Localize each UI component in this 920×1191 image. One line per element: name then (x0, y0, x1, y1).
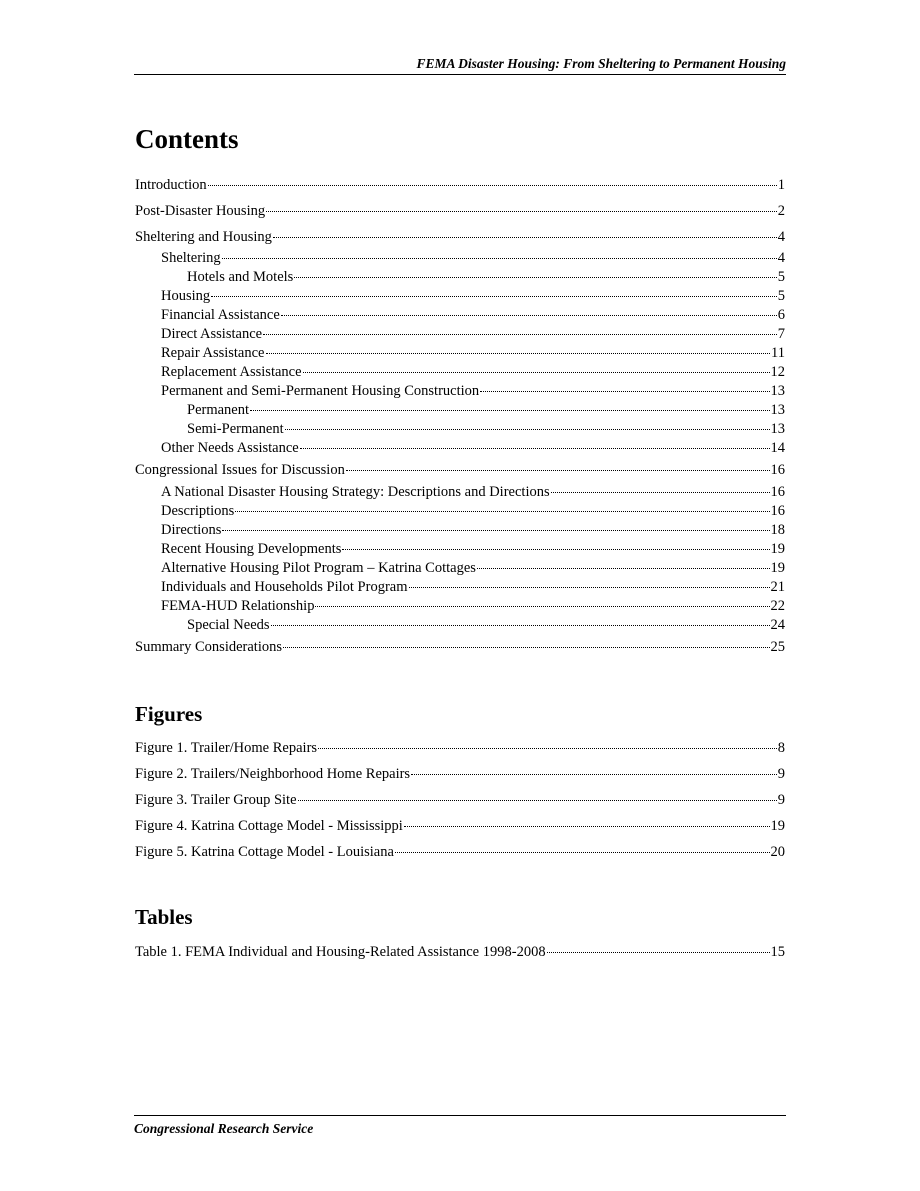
leader-dots (342, 549, 769, 550)
figure-entry[interactable] (135, 765, 785, 784)
toc-page: 13 (770, 383, 785, 399)
leader-dots (300, 448, 770, 449)
toc-entry-national-disaster-housing-strategy[interactable] (135, 483, 785, 502)
toc-title: Introduction (135, 177, 207, 193)
contents-heading: Contents (135, 124, 239, 154)
leader-dots (411, 774, 777, 775)
toc-title: Permanent (187, 402, 250, 418)
table-entry[interactable] (135, 943, 785, 962)
toc-title: Sheltering and Housing (135, 229, 272, 245)
toc-title: Figure 4. Katrina Cottage Model - Mississippi (135, 818, 403, 834)
toc-page: 15 (770, 944, 785, 960)
leader-dots (346, 470, 770, 471)
toc-entry-sheltering-and-housing[interactable] (135, 228, 785, 247)
toc-title: Permanent and Semi-Permanent Housing Construction (161, 383, 480, 399)
toc-entry-hotels-and-motels[interactable] (135, 268, 785, 287)
toc-page: 6 (777, 307, 785, 323)
toc-page: 5 (777, 288, 785, 304)
toc-entry-directions[interactable] (135, 521, 785, 540)
figure-entry[interactable] (135, 817, 785, 836)
leader-dots (208, 185, 777, 186)
toc-title: Figure 3. Trailer Group Site (135, 792, 297, 808)
leader-dots (250, 410, 769, 411)
toc-title: A National Disaster Housing Strategy: Descriptions and Directions (161, 484, 550, 500)
figure-entry[interactable] (135, 843, 785, 862)
leader-dots (222, 530, 769, 531)
toc-title: Post-Disaster Housing (135, 203, 266, 219)
leader-dots (273, 237, 777, 238)
toc-page: 12 (770, 364, 785, 380)
leader-dots (551, 492, 770, 493)
toc-entry-individuals-households-pilot[interactable] (135, 578, 785, 597)
toc-entry-descriptions[interactable] (135, 502, 785, 521)
toc-page: 19 (770, 541, 785, 557)
toc-title: Summary Considerations (135, 639, 283, 655)
toc-entry-other-needs-assistance[interactable] (135, 439, 785, 458)
toc-page: 13 (770, 402, 785, 418)
toc-title: FEMA-HUD Relationship (161, 598, 315, 614)
toc-entry-congressional-issues[interactable] (135, 461, 785, 480)
toc-title: Semi-Permanent (187, 421, 284, 437)
leader-dots (281, 315, 777, 316)
toc-entry-direct-assistance[interactable] (135, 325, 785, 344)
toc-entry-recent-housing-developments[interactable] (135, 540, 785, 559)
leader-dots (285, 429, 770, 430)
leader-dots (266, 353, 771, 354)
leader-dots (298, 800, 777, 801)
leader-dots (271, 625, 770, 626)
leader-dots (547, 952, 770, 953)
tables-heading: Tables (135, 905, 193, 929)
toc-page: 19 (770, 818, 785, 834)
toc-page: 14 (770, 440, 785, 456)
toc-title: Alternative Housing Pilot Program – Katrina Cottages (161, 560, 476, 576)
toc-page: 7 (777, 326, 785, 342)
toc-entry-housing[interactable] (135, 287, 785, 306)
toc-title: Recent Housing Developments (161, 541, 342, 557)
toc-title: Congressional Issues for Discussion (135, 462, 345, 478)
toc-title: Figure 1. Trailer/Home Repairs (135, 740, 318, 756)
toc-entry-sheltering[interactable] (135, 249, 785, 268)
leader-dots (395, 852, 770, 853)
leader-dots (235, 511, 769, 512)
toc-page: 8 (777, 740, 785, 756)
leader-dots (303, 372, 770, 373)
toc-title: Table 1. FEMA Individual and Housing-Related Assistance 1998-2008 (135, 944, 546, 960)
toc-entry-semi-permanent[interactable] (135, 420, 785, 439)
toc-entry-summary-considerations[interactable] (135, 638, 785, 657)
toc-entry-special-needs[interactable] (135, 616, 785, 635)
toc-page: 22 (770, 598, 785, 614)
toc-title: Descriptions (161, 503, 235, 519)
toc-page: 5 (777, 269, 785, 285)
leader-dots (294, 277, 776, 278)
toc-title: Figure 5. Katrina Cottage Model - Louisiana (135, 844, 394, 860)
toc-page: 18 (770, 522, 785, 538)
toc-page: 4 (777, 250, 785, 266)
leader-dots (318, 748, 777, 749)
toc-page: 16 (770, 484, 785, 500)
toc-page: 16 (770, 462, 785, 478)
toc-entry-replacement-assistance[interactable] (135, 363, 785, 382)
leader-dots (480, 391, 769, 392)
toc-title: Individuals and Households Pilot Program (161, 579, 408, 595)
toc-page: 19 (770, 560, 785, 576)
toc-page: 2 (777, 203, 785, 219)
page-footer: Congressional Research Service (134, 1115, 786, 1137)
toc-entry-permanent[interactable] (135, 401, 785, 420)
toc-page: 21 (770, 579, 785, 595)
toc-page: 13 (770, 421, 785, 437)
contents-list (135, 176, 785, 657)
toc-title: Housing (161, 288, 211, 304)
toc-entry-financial-assistance[interactable] (135, 306, 785, 325)
leader-dots (404, 826, 770, 827)
toc-title: Special Needs (187, 617, 270, 633)
toc-entry-fema-hud-relationship[interactable] (135, 597, 785, 616)
leader-dots (477, 568, 770, 569)
toc-title: Financial Assistance (161, 307, 280, 323)
toc-page: 4 (777, 229, 785, 245)
toc-entry-repair-assistance[interactable] (135, 344, 785, 363)
leader-dots (263, 334, 777, 335)
toc-title: Directions (161, 522, 222, 538)
figures-list (135, 739, 785, 862)
tables-list (135, 943, 785, 962)
toc-page: 20 (770, 844, 785, 860)
leader-dots (283, 647, 769, 648)
toc-title: Direct Assistance (161, 326, 263, 342)
page-header: FEMA Disaster Housing: From Sheltering to Permanent Housing (134, 56, 786, 75)
toc-page: 25 (770, 639, 785, 655)
toc-page: 16 (770, 503, 785, 519)
toc-page: 24 (770, 617, 785, 633)
figures-heading: Figures (135, 702, 203, 726)
figure-entry[interactable] (135, 791, 785, 810)
toc-entry-introduction[interactable] (135, 176, 785, 195)
toc-entry-alternative-housing-pilot[interactable] (135, 559, 785, 578)
toc-title: Other Needs Assistance (161, 440, 299, 456)
leader-dots (409, 587, 770, 588)
toc-page: 1 (777, 177, 785, 193)
toc-entry-permanent-and-semi-permanent[interactable] (135, 382, 785, 401)
toc-page: 11 (771, 345, 785, 361)
toc-entry-post-disaster-housing[interactable] (135, 202, 785, 221)
toc-page: 9 (777, 766, 785, 782)
toc-title: Sheltering (161, 250, 221, 266)
toc-page: 9 (777, 792, 785, 808)
toc-title: Hotels and Motels (187, 269, 294, 285)
figure-entry[interactable] (135, 739, 785, 758)
leader-dots (211, 296, 777, 297)
toc-title: Repair Assistance (161, 345, 265, 361)
leader-dots (222, 258, 777, 259)
toc-title: Figure 2. Trailers/Neighborhood Home Repairs (135, 766, 411, 782)
toc-title: Replacement Assistance (161, 364, 302, 380)
leader-dots (266, 211, 777, 212)
leader-dots (315, 606, 769, 607)
